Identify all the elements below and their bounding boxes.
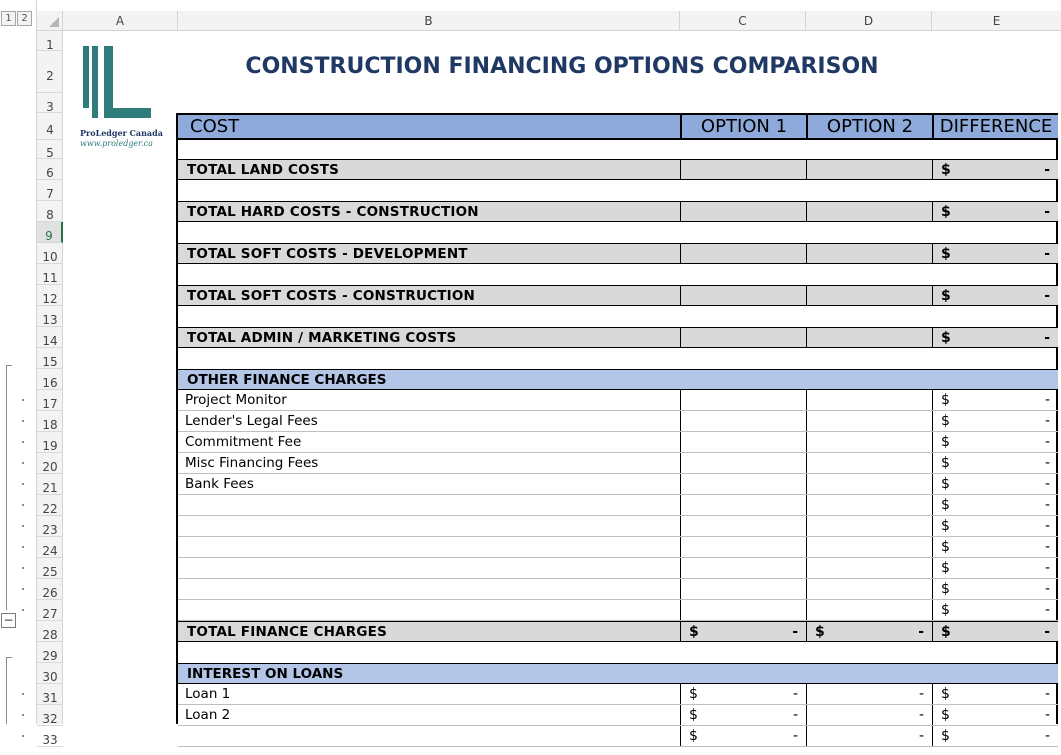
other-finance-heading: OTHER FINANCE CHARGES bbox=[187, 372, 387, 388]
option-1-value[interactable] bbox=[680, 516, 806, 536]
select-all-corner[interactable] bbox=[37, 11, 63, 31]
outline-detail-dot bbox=[22, 462, 24, 464]
row-header-21[interactable]: 21 bbox=[37, 474, 63, 495]
currency-symbol: $ bbox=[941, 246, 951, 262]
currency-symbol: $ bbox=[941, 707, 950, 723]
zero-dash: - bbox=[1044, 686, 1050, 702]
outline-detail-dot bbox=[22, 567, 24, 569]
zero-dash: - bbox=[792, 707, 798, 723]
loan-row bbox=[178, 705, 1058, 726]
currency-symbol: $ bbox=[941, 539, 950, 555]
difference-value[interactable] bbox=[932, 495, 1058, 515]
zero-dash: - bbox=[792, 686, 798, 702]
total-label[interactable]: TOTAL FINANCE CHARGES bbox=[187, 624, 387, 640]
option-2-value[interactable] bbox=[806, 411, 932, 431]
currency-symbol: $ bbox=[689, 728, 698, 744]
finance-item-label[interactable] bbox=[178, 537, 680, 557]
finance-item-label[interactable] bbox=[178, 558, 680, 578]
finance-item-label[interactable]: Lender's Legal Fees bbox=[185, 413, 318, 429]
zero-dash: - bbox=[1044, 560, 1050, 576]
logo-url: www.proledger.ca bbox=[80, 139, 153, 148]
row-header-7[interactable]: 7 bbox=[37, 180, 63, 201]
option-1-value[interactable] bbox=[680, 684, 806, 704]
outline-detail-dot bbox=[22, 714, 24, 716]
row-header-22[interactable]: 22 bbox=[37, 495, 63, 516]
difference-value[interactable] bbox=[932, 705, 1058, 725]
option-2-value[interactable] bbox=[806, 453, 932, 473]
row-header-19[interactable]: 19 bbox=[37, 432, 63, 453]
finance-item-row bbox=[178, 432, 1058, 453]
total-row-hard bbox=[178, 201, 1058, 222]
difference-value[interactable] bbox=[932, 202, 1058, 221]
difference-value[interactable] bbox=[932, 516, 1058, 536]
option-1-value[interactable] bbox=[680, 558, 806, 578]
currency-symbol: $ bbox=[941, 728, 950, 744]
difference-value[interactable] bbox=[932, 160, 1058, 179]
finance-item-row bbox=[178, 579, 1058, 600]
outline-detail-dot bbox=[22, 693, 24, 695]
blank-row bbox=[178, 306, 1058, 327]
total-row-admin bbox=[178, 327, 1058, 348]
row-header-31[interactable]: 31 bbox=[37, 684, 63, 705]
row-header-5[interactable]: 5 bbox=[37, 140, 63, 159]
zero-dash: - bbox=[918, 707, 924, 723]
difference-value[interactable] bbox=[932, 453, 1058, 473]
zero-dash: - bbox=[1044, 728, 1050, 744]
comparison-table bbox=[176, 113, 1058, 744]
currency-symbol: $ bbox=[941, 686, 950, 702]
zero-dash: - bbox=[1044, 497, 1050, 513]
currency-symbol: $ bbox=[941, 518, 950, 534]
difference-value[interactable] bbox=[932, 390, 1058, 410]
option-2-value[interactable] bbox=[806, 160, 932, 179]
loan-row bbox=[178, 684, 1058, 705]
currency-symbol: $ bbox=[941, 624, 951, 640]
difference-value[interactable] bbox=[932, 558, 1058, 578]
option-2-value[interactable] bbox=[806, 244, 932, 263]
header-difference: DIFFERENCE bbox=[932, 115, 1058, 138]
currency-symbol: $ bbox=[941, 560, 950, 576]
difference-value[interactable] bbox=[932, 622, 1058, 641]
column-header-bar bbox=[63, 11, 1061, 31]
zero-dash: - bbox=[1044, 392, 1050, 408]
zero-dash: - bbox=[1044, 476, 1050, 492]
blank-row bbox=[178, 642, 1058, 663]
finance-item-label[interactable] bbox=[178, 579, 680, 599]
blank-row bbox=[178, 180, 1058, 201]
row-header-14[interactable]: 14 bbox=[37, 327, 63, 348]
row-header-bar bbox=[37, 31, 63, 747]
blank-row bbox=[178, 264, 1058, 285]
finance-item-row bbox=[178, 516, 1058, 537]
zero-dash: - bbox=[1044, 624, 1050, 640]
other-finance-heading-row bbox=[178, 369, 1058, 390]
row-header-17[interactable]: 17 bbox=[37, 390, 63, 411]
option-2-value[interactable] bbox=[806, 726, 932, 746]
outline-detail-dot bbox=[22, 735, 24, 737]
outline-detail-dot bbox=[22, 588, 24, 590]
row-header-20[interactable]: 20 bbox=[37, 453, 63, 474]
row-header-28[interactable]: 28 bbox=[37, 621, 63, 642]
difference-value[interactable] bbox=[932, 411, 1058, 431]
difference-value[interactable] bbox=[932, 600, 1058, 620]
row-header-2[interactable]: 2 bbox=[37, 51, 63, 93]
outline-group-bracket bbox=[6, 657, 12, 724]
finance-item-row bbox=[178, 558, 1058, 579]
worksheet-grid[interactable] bbox=[63, 31, 1061, 744]
column-header-e[interactable]: E bbox=[992, 14, 1001, 28]
outline-level-1-button[interactable]: 1 bbox=[1, 11, 16, 26]
option-2-value[interactable] bbox=[806, 537, 932, 557]
row-header-3[interactable]: 3 bbox=[37, 93, 63, 113]
loan-label[interactable]: Loan 1 bbox=[185, 686, 231, 702]
currency-symbol: $ bbox=[941, 413, 950, 429]
interest-heading: INTEREST ON LOANS bbox=[187, 666, 344, 682]
finance-item-row bbox=[178, 537, 1058, 558]
row-header-33[interactable]: 33 bbox=[37, 726, 63, 747]
outline-collapse-button[interactable]: − bbox=[1, 613, 16, 628]
row-header-32[interactable]: 32 bbox=[37, 705, 63, 726]
interest-heading-row bbox=[178, 663, 1058, 684]
zero-dash: - bbox=[918, 686, 924, 702]
option-1-value[interactable] bbox=[680, 390, 806, 410]
total-row-land bbox=[178, 159, 1058, 180]
table-header-row bbox=[178, 113, 1058, 140]
option-2-value[interactable] bbox=[806, 432, 932, 452]
zero-dash: - bbox=[792, 624, 798, 640]
total-row-soft-con bbox=[178, 285, 1058, 306]
currency-symbol: $ bbox=[941, 455, 950, 471]
total-row-soft-dev bbox=[178, 243, 1058, 264]
blank-row bbox=[178, 348, 1058, 369]
zero-dash: - bbox=[1044, 204, 1050, 220]
total-label[interactable]: TOTAL SOFT COSTS - DEVELOPMENT bbox=[187, 246, 468, 262]
finance-item-row bbox=[178, 411, 1058, 432]
total-label[interactable]: TOTAL LAND COSTS bbox=[187, 162, 340, 178]
outline-detail-dot bbox=[22, 609, 24, 611]
option-2-value[interactable] bbox=[806, 622, 932, 641]
zero-dash: - bbox=[1044, 539, 1050, 555]
total-label[interactable]: TOTAL SOFT COSTS - CONSTRUCTION bbox=[187, 288, 476, 304]
option-1-value[interactable] bbox=[680, 328, 806, 347]
row-header-15[interactable]: 15 bbox=[37, 348, 63, 369]
row-header-23[interactable]: 23 bbox=[37, 516, 63, 537]
logo-bar-icon bbox=[92, 46, 98, 118]
currency-symbol: $ bbox=[941, 497, 950, 513]
option-2-value[interactable] bbox=[806, 705, 932, 725]
currency-symbol: $ bbox=[941, 602, 950, 618]
zero-dash: - bbox=[792, 728, 798, 744]
finance-item-label[interactable] bbox=[178, 600, 680, 620]
currency-symbol: $ bbox=[689, 686, 698, 702]
outline-detail-dot bbox=[22, 504, 24, 506]
zero-dash: - bbox=[1044, 581, 1050, 597]
option-1-value[interactable] bbox=[680, 600, 806, 620]
option-1-value[interactable] bbox=[680, 705, 806, 725]
proledger-logo bbox=[80, 43, 163, 153]
row-header-18[interactable]: 18 bbox=[37, 411, 63, 432]
option-1-value[interactable] bbox=[680, 202, 806, 221]
currency-symbol: $ bbox=[941, 162, 951, 178]
finance-item-row bbox=[178, 600, 1058, 621]
row-header-11[interactable]: 11 bbox=[37, 264, 63, 285]
finance-item-label[interactable]: Misc Financing Fees bbox=[185, 455, 319, 471]
currency-symbol: $ bbox=[941, 392, 950, 408]
logo-bar-icon bbox=[104, 108, 151, 118]
row-header-26[interactable]: 26 bbox=[37, 579, 63, 600]
zero-dash: - bbox=[1044, 602, 1050, 618]
difference-value[interactable] bbox=[932, 684, 1058, 704]
finance-item-row bbox=[178, 390, 1058, 411]
option-2-value[interactable] bbox=[806, 558, 932, 578]
option-1-value[interactable] bbox=[680, 495, 806, 515]
finance-item-label[interactable] bbox=[178, 495, 680, 515]
row-header-8[interactable]: 8 bbox=[37, 201, 63, 222]
outline-detail-dot bbox=[22, 399, 24, 401]
difference-value[interactable] bbox=[932, 579, 1058, 599]
currency-symbol: $ bbox=[941, 476, 950, 492]
option-1-value[interactable] bbox=[680, 726, 806, 746]
total-finance-charges-row bbox=[178, 621, 1058, 642]
difference-value[interactable] bbox=[932, 726, 1058, 746]
row-header-16[interactable]: 16 bbox=[37, 369, 63, 390]
row-header-13[interactable]: 13 bbox=[37, 306, 63, 327]
difference-value[interactable] bbox=[932, 474, 1058, 494]
difference-value[interactable] bbox=[932, 537, 1058, 557]
option-2-value[interactable] bbox=[806, 600, 932, 620]
finance-item-label[interactable]: Project Monitor bbox=[185, 392, 287, 408]
option-1-value[interactable] bbox=[680, 622, 806, 641]
currency-symbol: $ bbox=[815, 624, 825, 640]
difference-value[interactable] bbox=[932, 286, 1058, 305]
option-2-value[interactable] bbox=[806, 390, 932, 410]
row-header-30[interactable]: 30 bbox=[37, 663, 63, 684]
row-header-24[interactable]: 24 bbox=[37, 537, 63, 558]
difference-value[interactable] bbox=[932, 244, 1058, 263]
option-2-value[interactable] bbox=[806, 328, 932, 347]
row-header-10[interactable]: 10 bbox=[37, 243, 63, 264]
header-option-2: OPTION 2 bbox=[806, 115, 932, 138]
finance-item-row bbox=[178, 474, 1058, 495]
outline-group-bracket bbox=[6, 365, 12, 610]
finance-item-label[interactable] bbox=[178, 516, 680, 536]
row-header-1[interactable]: 1 bbox=[37, 31, 63, 51]
difference-value[interactable] bbox=[932, 328, 1058, 347]
logo-bar-icon bbox=[83, 46, 89, 108]
column-header-a[interactable]: A bbox=[63, 11, 178, 31]
blank-row bbox=[178, 222, 1058, 243]
total-label[interactable]: TOTAL ADMIN / MARKETING COSTS bbox=[187, 330, 457, 346]
finance-item-row bbox=[178, 495, 1058, 516]
finance-item-label[interactable]: Commitment Fee bbox=[185, 434, 302, 450]
header-option-1: OPTION 1 bbox=[680, 115, 806, 138]
zero-dash: - bbox=[1044, 455, 1050, 471]
zero-dash: - bbox=[1044, 162, 1050, 178]
option-1-value[interactable] bbox=[680, 160, 806, 179]
row-header-25[interactable]: 25 bbox=[37, 558, 63, 579]
option-1-value[interactable] bbox=[680, 579, 806, 599]
zero-dash: - bbox=[1044, 434, 1050, 450]
row-header-29[interactable]: 29 bbox=[37, 642, 63, 663]
outline-detail-dot bbox=[22, 546, 24, 548]
row-header-12[interactable]: 12 bbox=[37, 285, 63, 306]
option-1-value[interactable] bbox=[680, 474, 806, 494]
finance-item-row bbox=[178, 453, 1058, 474]
zero-dash: - bbox=[918, 624, 924, 640]
column-header-c[interactable]: C bbox=[680, 11, 806, 31]
zero-dash: - bbox=[1044, 518, 1050, 534]
logo-bar-icon bbox=[104, 46, 113, 108]
option-1-value[interactable] bbox=[680, 244, 806, 263]
option-1-value[interactable] bbox=[680, 411, 806, 431]
outline-detail-dot bbox=[22, 420, 24, 422]
column-header-d[interactable]: D bbox=[806, 11, 932, 31]
blank-row bbox=[178, 140, 1058, 159]
row-header-4[interactable]: 4 bbox=[37, 113, 63, 140]
option-1-value[interactable] bbox=[680, 286, 806, 305]
outline-detail-dot bbox=[22, 483, 24, 485]
option-2-value[interactable] bbox=[806, 202, 932, 221]
column-header-b[interactable]: B bbox=[178, 11, 680, 31]
row-header-9[interactable]: 9 bbox=[37, 222, 63, 243]
option-1-value[interactable] bbox=[680, 453, 806, 473]
currency-symbol: $ bbox=[941, 434, 950, 450]
zero-dash: - bbox=[1044, 707, 1050, 723]
total-label[interactable]: TOTAL HARD COSTS - CONSTRUCTION bbox=[187, 204, 479, 220]
loan-row bbox=[178, 726, 1058, 747]
page-title: CONSTRUCTION FINANCING OPTIONS COMPARISON bbox=[245, 54, 879, 79]
row-header-6[interactable]: 6 bbox=[37, 159, 63, 180]
option-2-value[interactable] bbox=[806, 579, 932, 599]
option-2-value[interactable] bbox=[806, 516, 932, 536]
currency-symbol: $ bbox=[941, 288, 951, 304]
zero-dash: - bbox=[1044, 246, 1050, 262]
select-all-icon bbox=[49, 17, 59, 27]
outline-gutter bbox=[0, 0, 37, 724]
logo-company-name: ProLedger Canada bbox=[80, 128, 163, 138]
option-2-value[interactable] bbox=[806, 684, 932, 704]
row-header-27[interactable]: 27 bbox=[37, 600, 63, 621]
loan-label[interactable]: Loan 2 bbox=[185, 707, 231, 723]
zero-dash: - bbox=[1044, 288, 1050, 304]
finance-item-label[interactable]: Bank Fees bbox=[185, 476, 254, 492]
currency-symbol: $ bbox=[689, 624, 699, 640]
zero-dash: - bbox=[1044, 413, 1050, 429]
option-1-value[interactable] bbox=[680, 537, 806, 557]
option-2-value[interactable] bbox=[806, 286, 932, 305]
zero-dash: - bbox=[918, 728, 924, 744]
option-2-value[interactable] bbox=[806, 474, 932, 494]
outline-level-2-button[interactable]: 2 bbox=[17, 11, 32, 26]
currency-symbol: $ bbox=[689, 707, 698, 723]
outline-detail-dot bbox=[22, 525, 24, 527]
loan-label[interactable] bbox=[178, 726, 680, 746]
header-cost: COST bbox=[190, 116, 240, 137]
outline-detail-dot bbox=[22, 441, 24, 443]
option-2-value[interactable] bbox=[806, 495, 932, 515]
currency-symbol: $ bbox=[941, 330, 951, 346]
option-1-value[interactable] bbox=[680, 432, 806, 452]
zero-dash: - bbox=[1044, 330, 1050, 346]
difference-value[interactable] bbox=[932, 432, 1058, 452]
currency-symbol: $ bbox=[941, 581, 950, 597]
currency-symbol: $ bbox=[941, 204, 951, 220]
